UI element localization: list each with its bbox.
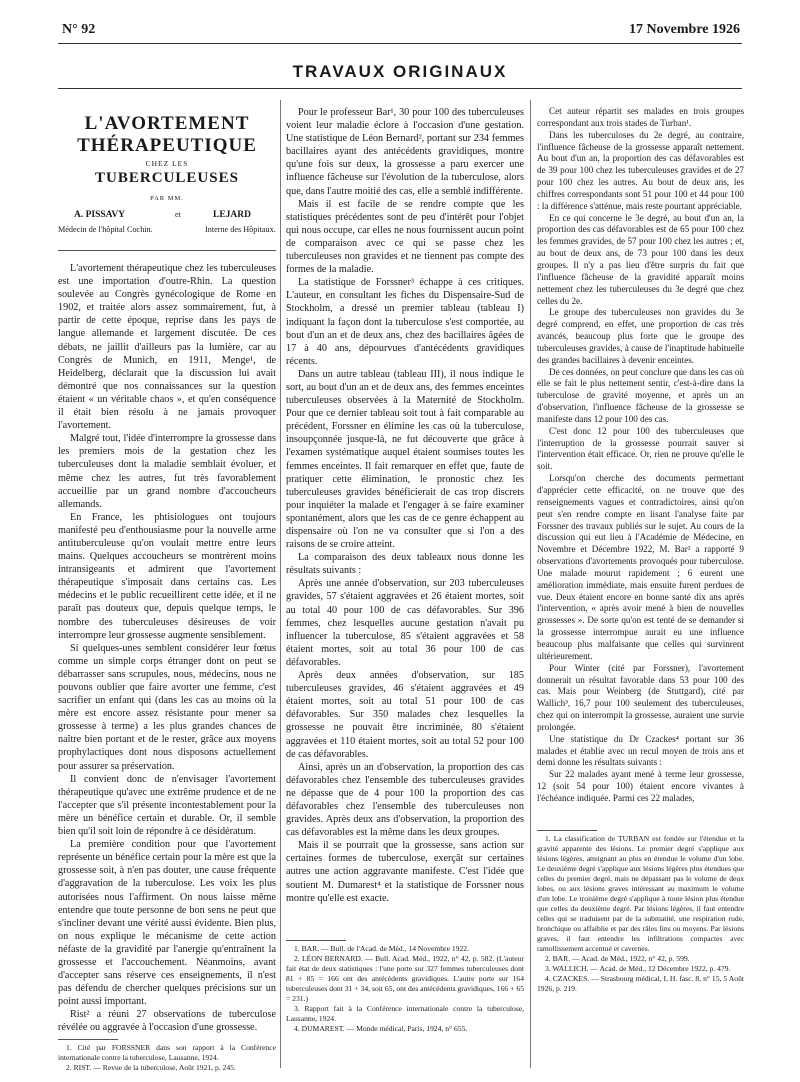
footnote: 2. BAR. — Acad. de Méd., 1922, n° 42, p. 599. [545,954,690,963]
footnote: 3. Rapport fait à la Conférence internationale contre la tuberculose, Lausanne, 1924. [286,1004,524,1023]
paragraph: Dans les tuberculoses du 2e degré, au contraire, l'influence fâcheuse de la grossesse apparaît nettement. Au bout d'un an, la proportion des cas défavorables est de 39 pour 100 chez les tuberculeuses gravides et de 27 pour 100 chez les autres. Au bout de deux ans, les chiffres correspondants sont 51 pour 100 et 44 pour 100 : la différence s'atténue, mais reste pourtant appréciable. [537,129,744,211]
author-1: A. PISSAVY [74,210,126,220]
affiliation-2: Interne des Hôpitaux. [205,225,276,234]
authors [58,210,276,223]
paragraph: De ces données, on peut conclure que dans les cas où elle se fait le plus nettement sentir, c'est-à-dire dans la tuberculose de gravité moyenne, et après un an d'observation, l'influence fâcheuse de la grossesse se manifeste dans 12 pour 100 des cas. [537,366,744,424]
section-rule [58,88,742,89]
header-rule [58,43,742,44]
paragraph: La première condition pour que l'avortement représente un bénéfice certain pour la mère est que la grossesse soit, à n'en pas douter, une cause fréquente d'aggravation de la tuberculose. Les voix les plus autorisées nous l'affirment. On nous laisse même entendre que toute personne de bon sens ne peut que s'incliner devant une vérité aussi évidente. Bien plus, on nous explique le mécanisme de cette action néfaste de la gravidité par l'anergie qu'entraînent la grossesse et l'accouchement. Néanmoins, avant d'accepter sans réserve ces enseignements, il n'est pas défendu de chercher quelques précisions sur un point aussi important. [58,839,276,1008]
footnotes-col3 [537,834,744,994]
footnote: 1. La classification de TURBAN est fondée sur l'étendue et la gravité apparente des lésions. Le premier degré s'applique aux lésions légères, atteignant au plus en étendue le volume d'un lobe. Le deuxième degré s'applique aux lésions légères plus étendues que celles du premier degré, mais ne dépassant pas le volume de deux lobes, ou aux lésions graves intéressant au maximum le volume d'un lobe. Le troisième degré s'applique à toute lésion plus étendue que celles du deuxième degré. Par lésions légères, il faut entendre celles qui se traduisent par de la submatité, une respiration rude, bronchique ou affaiblie et par des râles fins ou moyens. Par lésions graves, il faut entendre les infiltrations compactes avec ramollissement accentué et cavernes. [537,834,744,953]
column-2 [286,106,524,905]
paragraph: La statistique de Forssner³ échappe à ces critiques. L'auteur, en consultant les fiches du Dispensaire-Sud de Stockholm, a dressé un premier tableau (tableau I) indiquant la façon dont la tuberculose s'est comportée, au bout d'un an et de deux ans, chez des bacillaires âgées de 17 à 40 ans, dépourvues d'antécédents gravidiques récents. [286,277,524,367]
paragraph: C'est donc 12 pour 100 des tuberculeuses que l'interruption de la grossesse pourrait sauver si l'intervention était efficace. Or, rien ne prouve qu'elle le soit. [537,425,744,472]
paragraph: Le groupe des tuberculeuses non gravides du 3e degré comprend, en effet, une proportion de cas très avancés, beaucoup plus forte que le groupe des tuberculeuses gravides, à cause de l'inaptitude habituelle des grandes bacillaires à devenir enceintes. [537,307,744,365]
column-divider [530,100,531,1068]
paragraph: Cet auteur répartit ses malades en trois groupes correspondant aux trois stades de Turban¹. [537,106,744,128]
footnote: 2. LÉON BERNARD. — Bull. Acad. Méd., 1922, n° 42, p. 582. (L'auteur fait état de deux statistiques : l'une porte sur 327 femmes tuberculeuses dont 81 + 85 = 166 ont des antécédents gravidiques. L'autre porte sur 164 tuberculeuses dont 31 + 34, soit 65, ont des antécédents gravidiques, 166 + 65 = 231.) [286,954,524,1003]
paragraph: L'avortement thérapeutique chez les tuberculeuses est une importation d'outre-Rhin. La question soulevée au Congrès gynécologique de Rome en 1902, et traitée alors assez sommairement, fut, à partir de cette époque, reprise dans les pays de langue allemande et largement discutée. De ces débats, ne jaillit d'ailleurs pas la lumière, car au Congrès de Munich, en 1911, Menge¹, de Heidelberg, déclarait que la discussion lui avait démontré que nos connaissances sur la question étaient « un véritable chaos », et qu'en conséquence il était bien résolu à ne jamais provoquer l'avortement. [58,263,276,432]
article-title-chez: CHEZ LES [145,159,189,168]
paragraph: Si quelques-unes semblent considérer leur fœtus comme un simple corps étranger dont on peut se débarrasser sans scrupules, nous, médecins, nous ne pouvons oublier que faire avorter une femme, c'est sacrifier un enfant qui (dans les cas au moins où la mère est encore assez résistante pour mener sa grossesse à terme) a les plus grandes chances de naître bien portant et de le rester, grâce aux moyens prophylactiques dont nous disposons actuellement pour assurer sa préservation. [58,642,276,772]
paragraph: Pour Winter (cité par Forssner), l'avortement donnerait un résultat favorable dans 53 pour 100 des cas. Mais pour Weinberg (de Stuttgard), cité par Wallich³, 16,7 pour 100 seulement des tuberculeuses, chez qui on interrompit la grossesse, auraient une survie prolongée. [537,662,744,732]
affiliations [58,225,276,237]
paragraph: En France, les phtisiologues ont toujours manifesté peu d'enthousiasme pour la nouvelle arme antituberculeuse qu'on voulait mettre entre leurs mains. Quelques accoucheurs se montrèrent moins intransigeants et admirent que l'avortement thérapeutique s'imposait dans certains cas. Les médecins et le public recueillirent cette idée, et il ne paraît pas douteux que, depuis quelque temps, le nombre des tuberculeuses désireuses de voir interrompre leur grossesse augmente sensiblement. [58,511,276,641]
paragraph: Après deux années d'observation, sur 185 tuberculeuses gravides, 46 s'étaient aggravées et 49 étaient mortes, soit au total 51 pour 100 de cas défavorables. Sur 350 malades chez lesquelles la grossesse ne pouvait être incriminée, 80 s'étaient aggravées et 110 étaient mortes, soit au total 52 pour 100 de cas défavorables. [286,670,524,760]
footnote: 2. RIST. — Revue de la tuberculose, Août 1921, p. 245. [66,1063,236,1072]
column-divider [280,100,281,1068]
article-title-line3: TUBERCULEUSES [95,170,239,186]
issue-number: N° 92 [62,22,96,37]
paragraph: Sur 22 malades ayant mené à terme leur grossesse, 12 (soit 54 pour 100) étaient encore vivantes à l'échéance indiquée. Parmi ces 22 malades, [537,769,744,803]
footnote: 1. BAR. — Bull. de l'Acad. de Méd., 14 Novembre 1922. [294,944,469,953]
footnote: 4. DUMAREST. — Monde médical, Paris, 1924, n° 655. [294,1024,468,1033]
column-3 [537,106,744,805]
footnote-rule [58,1039,118,1040]
article-par: PAR MM. [150,195,184,202]
title-rule [58,250,276,251]
paragraph: Dans un autre tableau (tableau III), il nous indique le sort, au bout d'un an et de deux ans, des femmes enceintes tuberculeuses observées à la Maternité de Stockholm. Pour que ce dernier tableau soit tout à fait comparable au précédent, Forssner en élimine les cas où la tuberculose, insoupçonnée jusque-là, ne fut découverte que grâce à l'examen systématique auquel étaient soumises toutes les femmes enceintes. Il fait remarquer en effet que, faute de pratiquer cette élimination, le pronostic chez les tuberculeuses gravides bénéficierait de cas trop discrets pour inquiéter la malade et l'engager à se faire examiner spontanément, alors que les cas de ce genre échappent au dispensaire où l'on ne va consulter que si l'on a des raisons de se croire atteint. [286,368,524,551]
footnote-rule [537,830,597,831]
paragraph: Mais il est facile de se rendre compte que les statistiques précédentes sont de peu d'intérêt pour l'objet qui nous occupe, car elles ne nous fournissent aucun point de comparaison avec ce qui se passe chez les tuberculeuses non gravides et ne tiennent pas compte des formes de la maladie. [286,198,524,276]
article-title-line1: L'AVORTEMENT [84,113,250,134]
column-1 [58,262,276,1035]
footnote-rule [286,940,346,941]
paragraph: Malgré tout, l'idée d'interrompre la grossesse dans les premiers mois de la gestation chez les tuberculeuses dont la maladie semblait évoluer, et même chez les autres, fut très favorablement accueillie par un grand nombre d'accoucheurs allemands. [58,433,276,510]
paragraph: Rist² a réuni 27 observations de tuberculose révélée ou aggravée à l'occasion d'une grossesse. [58,1009,276,1034]
author-2: LEJARD [213,210,252,220]
footnote: 4. CZACKES. — Strasbourg médical, I, H. fasc. 8, n° 15, 5 Août 1926, p. 219. [537,974,744,993]
footnote: 1. Cité par FORSSNER dans son rapport à la Conférence internationale contre la tuberculose, Lausanne, 1924. [58,1043,276,1062]
paragraph: Ainsi, après un an d'observation, la proportion des cas défavorables chez l'ensemble des tuberculeuses gravides ne dépasse que de 4 pour 100 la proportion des cas défavorables chez l'ensemble des tuberculeuses non gravides. Après deux ans d'observation, la proportion des cas défavorables est la même dans les deux groupes. [286,761,524,839]
affiliation-1: Médecin de l'hôpital Cochin. [58,225,153,234]
paragraph: Une statistique du Dr Czackes⁴ portant sur 36 malades et établie avec un recul moyen de trois ans et demi donne les résultats suivants : [537,733,744,768]
footnote: 3. WALLICH. — Acad. de Méd., 12 Décembre 1922, p. 479. [545,964,731,973]
paragraph: Après une année d'observation, sur 203 tuberculeuses gravides, 57 s'étaient aggravées et 26 étaient mortes, soit au total 40 pour 100 de cas défavorables. Sur 396 femmes, chez lesquelles aucune gestation n'avait pu influencer la tuberculose, 85 s'étaient aggravées et 58 étaient mortes, soit au total 36 pour 100 de cas défavorables. [286,578,524,668]
paragraph: Lorsqu'on cherche des documents permettant d'apprécier cette efficacité, on ne trouve que des renseignements vagues et contradictoires, ainsi qu'on peut s'en rendre compte en lisant l'analyse faite par Forssner des travaux publiés sur le sujet. Au cours de la discussion qui eut lieu à l'Académie de Médecine, en Novembre et Décembre 1922, M. Bar² a rapporté 9 observations d'avortements provoqués pour tuberculose. Une malade mourut rapidement ; 6 eurent une amélioration immédiate, mais ensuite furent perdues de vue. Deux étaient encore en bonne santé dix ans après l'intervention, « après avoir mené à bien de nouvelles grossesses ». De sorte qu'on est tenté de se demander si la grossesse interrompue aurait eu une influence beaucoup plus malfaisante que celles qui survinrent ultérieurement. [537,473,744,661]
paragraph: Pour le professeur Bar¹, 30 pour 100 des tuberculeuses voient leur maladie éclore à l'occasion d'une gestation. Une statistique de Léon Bernard², portant sur 234 femmes bacillaires ayant des antécédents gravidiques, montre qu'une fois sur deux, la grossesse a paru exercer une influence fâcheuse sur l'évolution de la tuberculose, alors que, dans l'autre moitié des cas, elle a semblé indifférente. [286,107,524,197]
paragraph: Il convient donc de n'envisager l'avortement thérapeutique qu'avec une extrême prudence et de ne l'accepter que s'il présente incontestablement pour la mère un bénéfice certain et durable. Or, il semble bien qu'il soit loin de répondre à ce désidératum. [58,773,276,838]
article-title-line2: THÉRAPEUTIQUE [77,135,257,156]
footnotes-col1 [58,1043,276,1073]
footnotes-col2 [286,944,524,1034]
page-header [62,22,740,40]
article-title-block [58,113,276,237]
author-conjunction: et [175,210,181,219]
section-title: TRAVAUX ORIGINAUX [292,62,508,81]
paragraph: Mais il se pourrait que la grossesse, sans action sur certaines formes de tuberculose, exerçât sur certaines autres une action aggravante manifeste. C'est l'idée que soutient M. Dumarest⁴ et la statistique de Forssner nous montre qu'elle est exacte. [286,840,524,904]
issue-date: 17 Novembre 1926 [629,22,740,37]
paragraph: La comparaison des deux tableaux nous donne les résultats suivants : [286,552,524,577]
paragraph: En ce qui concerne le 3e degré, au bout d'un an, la proportion des cas défavorables est de 65 pour 100 chez les femmes gravides, de 57 pour 100 chez les autres ; et, au bout de deux ans, de 73 pour 100 dans les deux groupes. Il n'y a pas lieu d'être surpris du fait que l'influence fâcheuse de la gravidité apparaît moins nettement chez les tuberculeuses du 3e degré que chez celles du 2e. [537,212,744,306]
